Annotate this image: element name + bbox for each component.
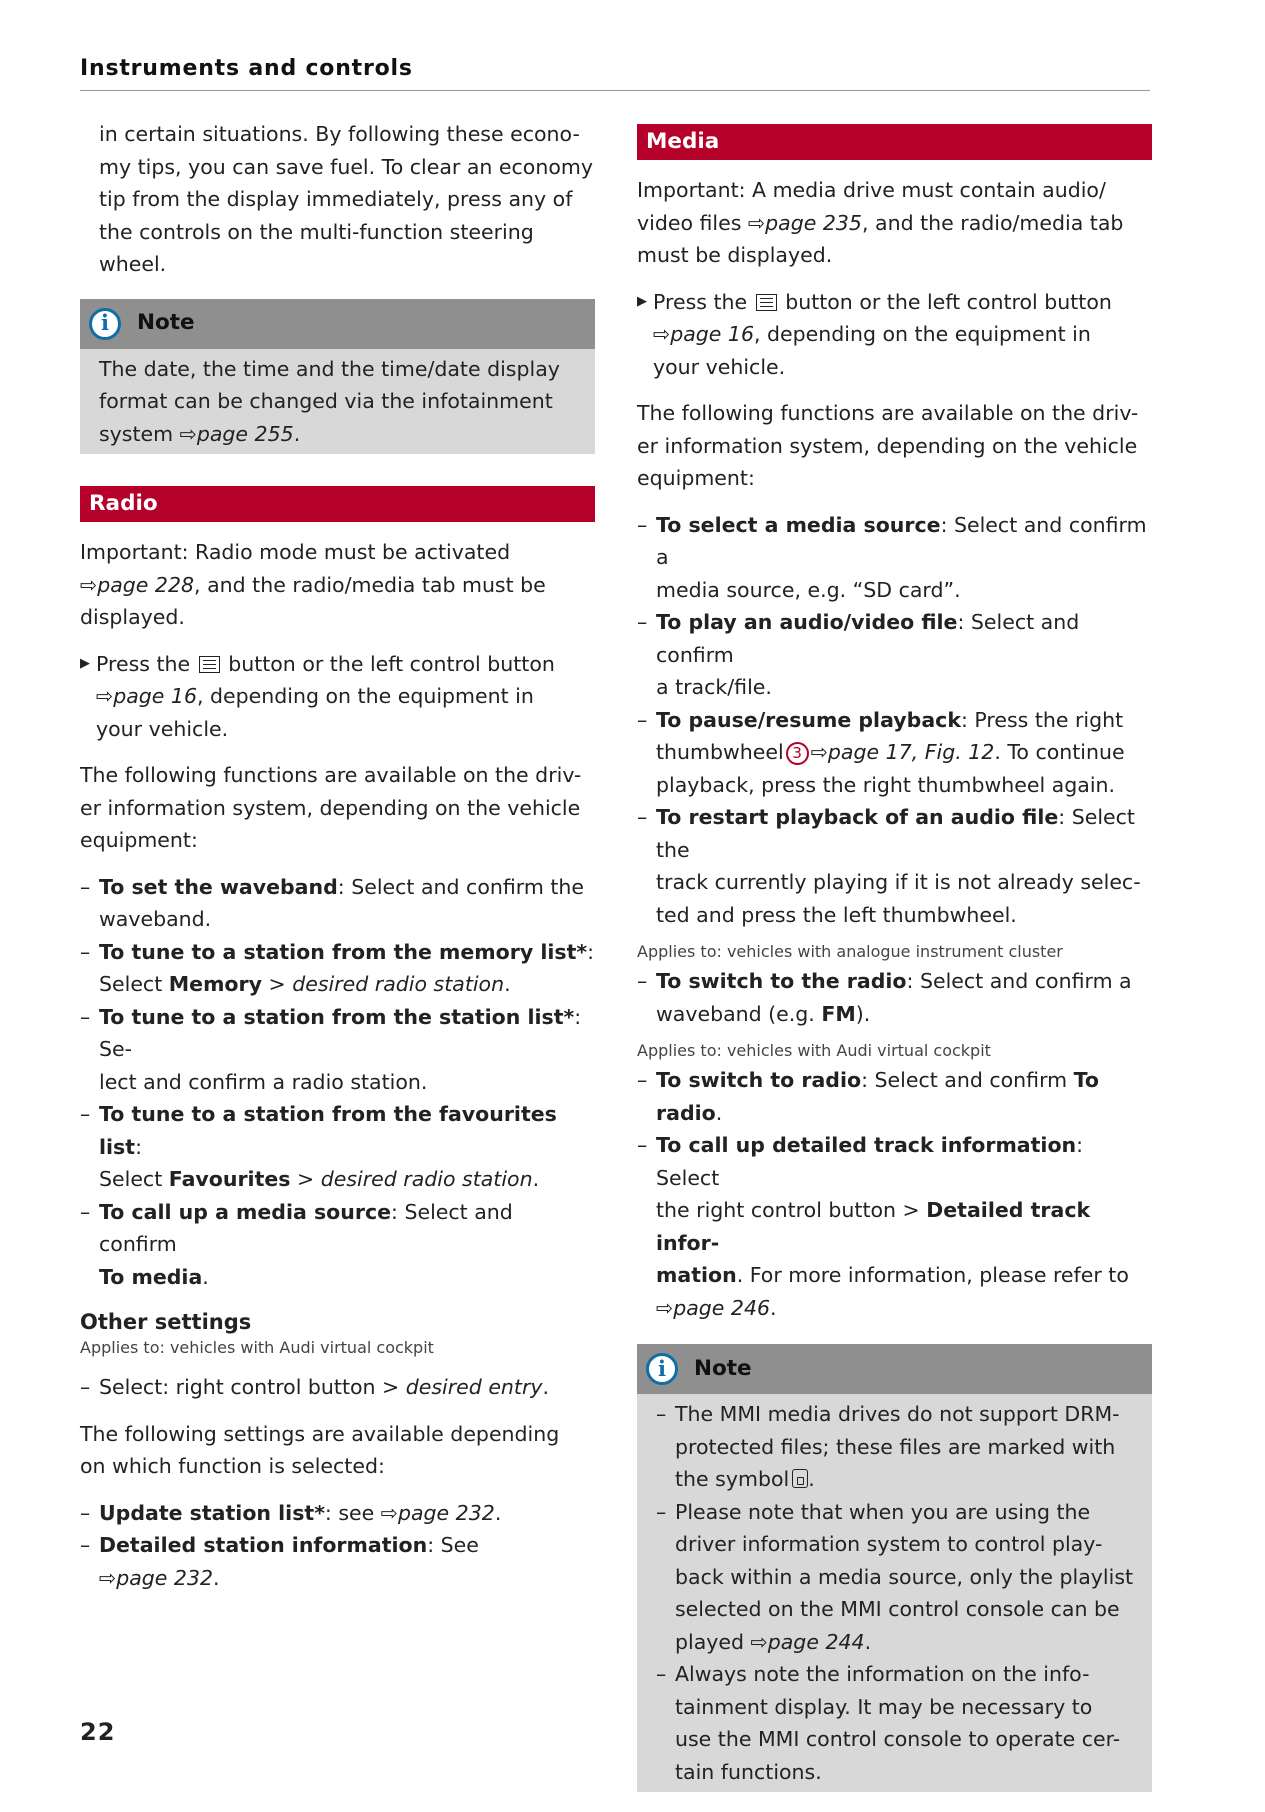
- list-item: [80, 936, 595, 1001]
- text-line: Always note the information on the info-: [675, 1662, 1090, 1686]
- dash-bullet: –: [80, 1375, 91, 1399]
- list-item: [656, 1658, 1140, 1788]
- dash-bullet: –: [637, 610, 648, 634]
- text: Press the: [653, 289, 748, 314]
- text-line: on which function is selected:: [80, 1454, 385, 1478]
- text-line: [656, 998, 1152, 1031]
- text: .: [715, 1100, 723, 1125]
- note-body: [637, 1394, 1152, 1792]
- bold-term: To select a media source: [656, 512, 941, 537]
- bold-term: mation: [656, 1263, 737, 1287]
- text-line: [99, 1371, 595, 1404]
- text: , and the radio/media tab must be: [194, 572, 546, 597]
- page-ref-arrow-icon: ⇨: [750, 1629, 768, 1654]
- text-line: The following settings are available depending: [80, 1421, 560, 1446]
- text: . To continue: [994, 740, 1125, 764]
- page-reference-link[interactable]: page 235: [765, 210, 862, 235]
- list-item: [656, 1398, 1140, 1496]
- text: .: [494, 1500, 502, 1525]
- left-column: [80, 118, 595, 1608]
- dash-bullet: –: [637, 1068, 648, 1092]
- text-line: displayed.: [80, 605, 185, 629]
- text-line: [656, 801, 1152, 866]
- bold-term: To switch to radio: [656, 1068, 862, 1092]
- list-item: [80, 1196, 595, 1294]
- page-reference-link[interactable]: page 228: [97, 572, 195, 597]
- bold-term: To media: [99, 1264, 203, 1289]
- dash-bullet: –: [637, 707, 648, 732]
- text-line: [99, 1562, 595, 1595]
- dash-bullet: –: [80, 1004, 91, 1029]
- text-line: waveband.: [99, 907, 212, 931]
- text-line: Please note that when you are using the: [675, 1499, 1091, 1524]
- list-item: [656, 1496, 1140, 1659]
- text: : Press the right: [960, 707, 1124, 732]
- text-line: The MMI media drives do not support DRM-: [675, 1402, 1120, 1426]
- text: , depending on the equipment in: [197, 684, 534, 708]
- text-line: [99, 1163, 595, 1196]
- dash-bullet: –: [656, 1402, 667, 1426]
- page-ref-arrow-icon: ⇨: [96, 684, 114, 708]
- media-functions-intro: [637, 397, 1152, 495]
- page-ref-arrow-icon: ⇨: [179, 421, 197, 446]
- note-header: [637, 1344, 1152, 1394]
- text: : see: [324, 1500, 381, 1525]
- dash-bullet: –: [80, 1199, 91, 1224]
- note-title: Note: [694, 1355, 752, 1381]
- menu-button-icon: [756, 294, 777, 311]
- text-line: tainment display. It may be necessary to: [675, 1694, 1093, 1719]
- text: . For more information, please refer to: [736, 1263, 1129, 1287]
- text-line: [99, 1261, 595, 1294]
- italic-text: desired entry: [405, 1375, 543, 1399]
- page-ref-arrow-icon: ⇨: [380, 1500, 398, 1525]
- text-line: The following functions are available on the driv-: [80, 763, 582, 787]
- text-line: [99, 1497, 595, 1530]
- italic-text: desired radio station: [320, 1167, 533, 1191]
- bold-term: To call up a media source: [99, 1199, 392, 1224]
- cockpit-function-list: [637, 1064, 1152, 1324]
- list-item: [80, 1001, 595, 1099]
- bold-term: To set the waveband: [99, 874, 338, 899]
- text-line: [653, 286, 1112, 319]
- text-line: in certain situations. By following these econo-: [99, 122, 580, 146]
- text: >: [290, 1167, 321, 1191]
- other-following: [80, 1418, 595, 1483]
- list-item: [80, 1497, 595, 1530]
- text: , depending on the equipment in: [754, 322, 1091, 346]
- list-item: [637, 965, 1152, 1030]
- bold-term: Favourites: [168, 1167, 291, 1191]
- text: Select: [99, 1167, 169, 1191]
- text-line: [656, 1064, 1152, 1129]
- text-line: [675, 1626, 1140, 1659]
- bold-term: Memory: [168, 972, 262, 996]
- text-line: [99, 936, 595, 969]
- text-line: [99, 1196, 595, 1261]
- page-ref-arrow-icon: ⇨: [99, 1565, 117, 1590]
- text-line: media source, e.g. “SD card”.: [656, 577, 961, 602]
- page-reference-link[interactable]: page 255: [196, 421, 294, 446]
- dash-bullet: –: [80, 1102, 91, 1126]
- radio-section-title: Radio: [80, 486, 595, 522]
- dash-bullet: –: [637, 805, 648, 829]
- other-select-list: [80, 1371, 595, 1404]
- dash-bullet: –: [80, 939, 91, 964]
- analogue-function-list: [637, 965, 1152, 1030]
- text: system: [99, 421, 180, 446]
- text-line: lect and confirm a radio station.: [99, 1069, 428, 1094]
- text: :: [135, 1134, 142, 1159]
- dash-bullet: –: [637, 512, 648, 537]
- dash-bullet: –: [637, 1133, 648, 1157]
- text: >: [262, 972, 293, 996]
- text-line: [656, 1129, 1152, 1194]
- text: waveband (e.g.: [656, 1001, 822, 1026]
- step-triangle-icon: ▶: [637, 293, 647, 309]
- text: : Select and confirm: [861, 1068, 1074, 1092]
- text: .: [864, 1629, 872, 1654]
- page-ref-arrow-icon: ⇨: [653, 322, 671, 346]
- page-number: 22: [80, 1718, 116, 1746]
- note-title: Note: [137, 310, 195, 336]
- list-item: [637, 1064, 1152, 1129]
- text-line: [96, 648, 555, 681]
- text-line: driver information system to control play-: [675, 1532, 1103, 1556]
- text-line: ted and press the left thumbwheel.: [656, 902, 1017, 927]
- page-reference-link[interactable]: page 244: [767, 1629, 865, 1654]
- dash-bullet: –: [637, 969, 648, 993]
- text: : Select and confirm a: [906, 969, 1132, 993]
- header-divider: [80, 90, 1150, 91]
- page-reference-link[interactable]: page 246: [673, 1295, 771, 1320]
- text-line: [656, 965, 1152, 998]
- list-item: [80, 1529, 595, 1594]
- applies-to-note: Applies to: vehicles with Audi virtual cockpit: [637, 1041, 991, 1060]
- text-line: [99, 968, 595, 1001]
- text-line: [656, 1194, 1152, 1259]
- bold-term: To switch to the radio: [656, 969, 907, 993]
- media-important: [637, 174, 1152, 272]
- text: button or the left control button: [785, 289, 1112, 314]
- text-line: equipment:: [80, 828, 198, 852]
- page-ref-arrow-icon: ⇨: [656, 1295, 674, 1320]
- text: thumbwheel: [656, 740, 784, 764]
- bold-term: FM: [821, 1001, 856, 1026]
- text: .: [532, 1167, 540, 1191]
- text-line: the controls on the multi-function steering: [99, 219, 534, 244]
- dash-bullet: –: [656, 1662, 667, 1686]
- text: the right control button >: [656, 1198, 927, 1222]
- intro-paragraph: [80, 118, 595, 281]
- bold-term: To tune to a station from the station list*: [99, 1004, 575, 1029]
- page-reference-link[interactable]: page 232: [116, 1565, 214, 1590]
- note-box: [80, 299, 595, 455]
- text-line: selected on the MMI control console can be: [675, 1597, 1120, 1621]
- page-reference-link[interactable]: page 232: [397, 1500, 495, 1525]
- text-line: use the MMI control console to operate cer-: [675, 1727, 1121, 1751]
- text-line: er information system, depending on the vehicle: [80, 795, 581, 820]
- text-line: [99, 1529, 595, 1562]
- text: .: [770, 1295, 777, 1320]
- text-line: The following functions are available on the driv-: [637, 401, 1139, 425]
- text-line: [656, 1259, 1152, 1292]
- radio-step: [80, 648, 595, 746]
- bold-term: Detailed track infor-: [656, 1198, 1091, 1255]
- text-line: playback, press the right thumbwheel again.: [656, 772, 1116, 797]
- text-line: equipment:: [637, 466, 755, 490]
- text: .: [808, 1467, 815, 1491]
- text-line: [96, 680, 555, 713]
- text-line: track currently playing if it is not already selec-: [656, 870, 1141, 894]
- text: : Select the: [656, 805, 1135, 862]
- other-settings-heading: Other settings: [80, 1310, 252, 1334]
- text: , and the radio/media tab: [861, 210, 1124, 235]
- bold-term: To pause/resume playback: [656, 707, 961, 732]
- text-line: wheel.: [99, 252, 167, 276]
- other-settings-list: [80, 1497, 595, 1595]
- text: : Se-: [99, 1004, 582, 1061]
- text-line: [656, 509, 1152, 574]
- text-line: [99, 871, 595, 904]
- text-line: Important: Radio mode must be activated: [80, 540, 511, 564]
- text: played: [675, 1629, 751, 1654]
- dash-bullet: –: [656, 1499, 667, 1524]
- text: .: [542, 1375, 550, 1399]
- text: Select: right control button >: [99, 1375, 406, 1399]
- right-column: [637, 124, 1152, 1812]
- text: .: [293, 421, 301, 446]
- text-line: er information system, depending on the vehicle: [637, 433, 1138, 458]
- page-ref-arrow-icon: ⇨: [747, 210, 766, 235]
- text-line: your vehicle.: [653, 354, 786, 379]
- text-line: [99, 1098, 595, 1163]
- text: : Select and confirm the: [337, 874, 584, 899]
- text: the symbol: [675, 1467, 790, 1491]
- text-line: [99, 418, 583, 451]
- radio-important: [80, 536, 595, 634]
- list-item: [80, 1371, 595, 1404]
- bold-term: To play an audio/video file: [656, 610, 958, 634]
- list-item: [637, 704, 1152, 802]
- page-ref-arrow-icon: ⇨: [810, 740, 828, 764]
- note-box: [637, 1344, 1152, 1792]
- list-item: [637, 509, 1152, 607]
- list-item: [637, 801, 1152, 931]
- text: Select: [99, 972, 169, 996]
- bold-term: To radio: [656, 1068, 1099, 1125]
- menu-button-icon: [199, 656, 220, 673]
- bold-term: To tune to a station from the favourites list: [99, 1102, 557, 1159]
- text: :: [587, 939, 595, 964]
- applies-to-note: Applies to: vehicles with analogue instrument cluster: [637, 942, 1063, 961]
- dash-bullet: –: [80, 1533, 91, 1557]
- text-line: format can be changed via the infotainment: [99, 389, 553, 413]
- text: : Select and confirm: [656, 610, 1080, 667]
- list-item: [80, 871, 595, 936]
- bold-term: Detailed station information: [99, 1533, 428, 1557]
- text-line: [653, 318, 1112, 351]
- text-line: your vehicle.: [96, 716, 229, 741]
- text: Press the: [96, 651, 191, 676]
- text-line: tain functions.: [675, 1759, 822, 1784]
- bold-term: To restart playback of an audio file: [656, 805, 1059, 829]
- text-line: [675, 1463, 1140, 1496]
- text-line: protected files; these files are marked with: [675, 1434, 1116, 1459]
- media-section-title: Media: [637, 124, 1152, 160]
- text-line: tip from the display immediately, press any of: [99, 187, 573, 211]
- text-line: The date, the time and the time/date display: [99, 356, 560, 381]
- text: .: [213, 1565, 220, 1590]
- page-reference-link[interactable]: page 16: [113, 684, 197, 708]
- media-function-list: [637, 509, 1152, 932]
- text-line: a track/file.: [656, 675, 772, 699]
- callout-number-icon: 3: [786, 742, 809, 765]
- text-line: must be displayed.: [637, 243, 833, 267]
- text: : Select: [656, 1133, 1084, 1190]
- radio-functions-intro: [80, 759, 595, 857]
- text-line: my tips, you can save fuel. To clear an economy: [99, 154, 593, 179]
- text: : See: [427, 1533, 479, 1557]
- text-line: [99, 1001, 595, 1066]
- text: button or the left control button: [228, 651, 555, 676]
- dash-bullet: –: [80, 1500, 91, 1525]
- text-line: [656, 704, 1152, 737]
- media-step: [637, 286, 1152, 384]
- page-ref-arrow-icon: ⇨: [80, 572, 98, 597]
- note-body: [80, 349, 595, 455]
- applies-to-note: Applies to: vehicles with Audi virtual cockpit: [80, 1338, 434, 1357]
- italic-text: desired radio station: [292, 972, 505, 996]
- text: : Select and confirm a: [656, 512, 1147, 569]
- info-icon: i: [646, 1353, 678, 1385]
- text-line: Important: A media drive must contain audio/: [637, 178, 1106, 202]
- dash-bullet: –: [80, 874, 91, 899]
- info-icon: i: [89, 308, 121, 340]
- note-header: [80, 299, 595, 349]
- page-reference-link[interactable]: page 16: [670, 322, 754, 346]
- list-item: [637, 1129, 1152, 1324]
- bold-term: To tune to a station from the memory list*: [99, 939, 588, 964]
- drm-lock-icon: [792, 1469, 808, 1488]
- page-reference-link[interactable]: page 17, Fig. 12: [827, 740, 995, 764]
- text-line: [656, 736, 1152, 769]
- text: .: [202, 1264, 209, 1289]
- step-triangle-icon: ▶: [80, 655, 90, 671]
- text-line: [656, 606, 1152, 671]
- list-item: [637, 606, 1152, 704]
- list-item: [80, 1098, 595, 1196]
- text-line: [80, 569, 595, 602]
- text-line: [637, 207, 1152, 240]
- text: : Select and confirm: [99, 1199, 513, 1256]
- bold-term: Update station list*: [99, 1500, 325, 1525]
- text: ).: [855, 1001, 871, 1026]
- text: .: [504, 972, 511, 996]
- text: video files: [637, 210, 748, 235]
- bold-term: To call up detailed track information: [656, 1133, 1077, 1157]
- radio-function-list: [80, 871, 595, 1294]
- text-line: back within a media source, only the playlist: [675, 1564, 1134, 1589]
- page-header-title: Instruments and controls: [80, 56, 413, 81]
- text-line: [656, 1292, 1152, 1325]
